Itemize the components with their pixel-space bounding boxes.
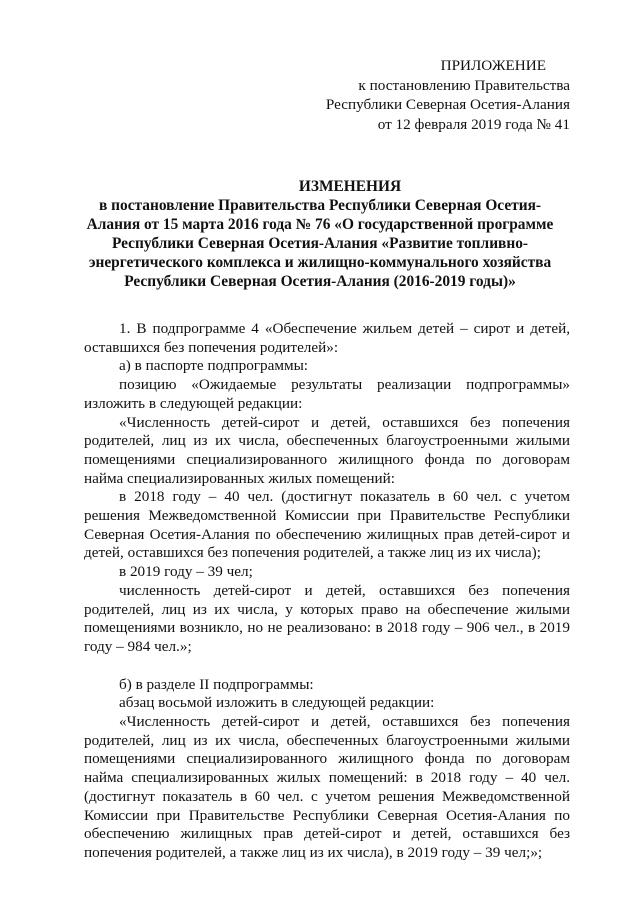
appendix-line-2: Республики Северная Осетия-Алания — [325, 96, 570, 113]
appendix-heading: ПРИЛОЖЕНИЕ — [440, 57, 546, 74]
document-title — [70, 177, 570, 291]
paragraph-3: позицию «Ожидаемые результаты реализации подпрограммы» изложить в следующей редакции: — [84, 376, 570, 412]
title-subtitle: в постановление Правительства Республики Северная Осетия-Алания от 15 марта 2016 года № 76 «О государственной программе Республики Северная Осетия-Алания «Развитие топливно-энергетического комплекса и жилищно-коммунального хозяйства Республики Северная Осетия-Алания (2016-2019 годы)» — [86, 197, 554, 290]
appendix-line-3: от 12 февраля 2019 года № 41 — [377, 115, 570, 133]
paragraph-9: абзац восьмой изложить в следующей редакции: — [119, 694, 435, 712]
title-main: ИЗМЕНЕНИЯ — [298, 178, 402, 195]
paragraph-7: численность детей-сирот и детей, оставшихся без попечения родителей, лиц из их числа, у которых право на обеспечение жилыми помещениями возникло, но не реализовано: в 2018 году – 906 чел., в 2019 году – 984 чел.»; — [84, 581, 570, 655]
appendix-header — [250, 56, 570, 134]
paragraph-6: в 2019 году – 39 чел; — [119, 563, 253, 581]
paragraph-1: 1. В подпрограмме 4 «Обеспечение жильем детей – сирот и детей, оставшихся без попечения родителей»: — [84, 320, 570, 356]
paragraph-10: «Численность детей-сирот и детей, оставшихся без попечения родителей, лиц из их числа, обеспеченных благоустроенными жилыми помещениями специализированного жилищного фонда по договорам найма специализированных жилых помещений: в 2018 году – 40 чел. (достигнут показатель в 60 чел. с учетом решения Межведомственной Комиссии при Правительстве Республики Северная Осетия-Алания по обеспечению жилищных прав детей-сирот и детей, оставшихся без попечения родителей, а также лиц из их числа), в 2019 году – 39 чел;»; — [84, 713, 570, 861]
paragraph-5: в 2018 году – 40 чел. (достигнут показатель в 60 чел. с учетом решения Межведомственной Комиссии при Правительстве Республики Северная Осетия-Алания по обеспечению жилищных прав детей-сирот и детей, оставшихся без попечения родителей, а также лиц из их числа); — [84, 488, 570, 562]
paragraph-2: а) в паспорте подпрограммы: — [119, 357, 308, 375]
paragraph-8: б) в разделе II подпрограммы: — [119, 675, 314, 693]
document-body — [84, 320, 570, 863]
paragraph-4: «Численность детей-сирот и детей, оставшихся без попечения родителей, лиц из их числа, обеспеченных благоустроенными жилыми помещениями специализированного жилищного фонда по договорам найма специализированных жилых помещений: — [84, 413, 570, 487]
appendix-line-1: к постановлению Правительства — [358, 76, 570, 94]
